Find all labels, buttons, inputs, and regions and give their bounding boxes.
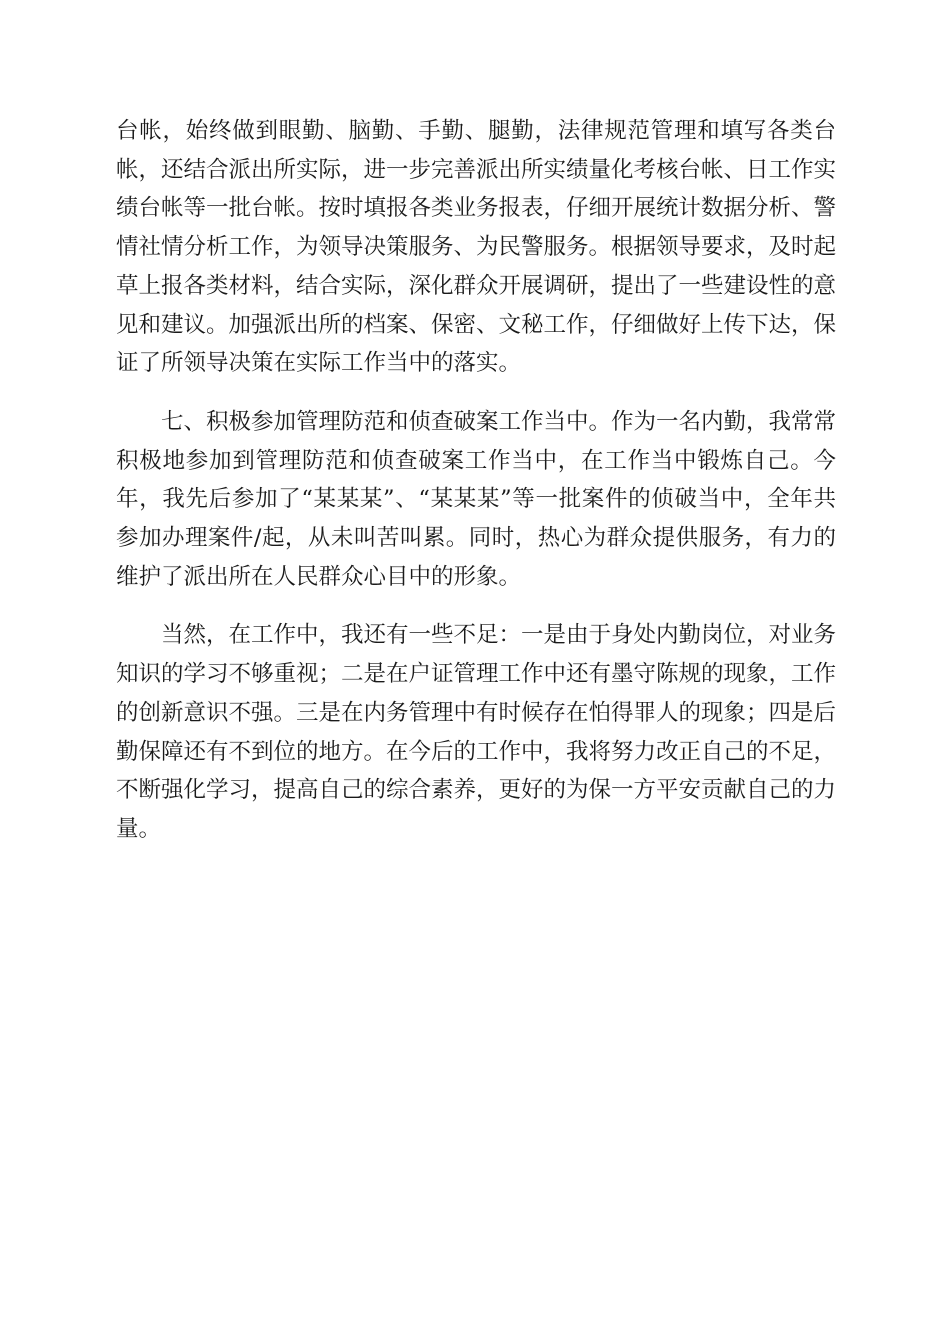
paragraph-shortcomings: 当然，在工作中，我还有一些不足：一是由于身处内勤岗位，对业务知识的学习不够重视；二是在户证管理工作中还有墨守陈规的现象，工作的创新意识不强。三是在内务管理中有时候存在怕得罪人的现象；四是后勤保障还有不到位的地方。在今后的工作中，我将努力改正自己的不足，不断强化学习，提高自己的综合素养，更好的为保一方平安贡献自己的力量。 [116,622,837,842]
paragraph-ledger-work: 台帐，始终做到眼勤、脑勤、手勤、腿勤，法律规范管理和填写各类台帐，还结合派出所实际，进一步完善派出所实绩量化考核台帐、日工作实绩台帐等一批台帐。按时填报各类业务报表，仔细开展统计数据分析、警情社情分析工作，为领导决策服务、为民警服务。根据领导要求，及时起草上报各类材料，结合实际，深化群众开展调研，提出了一些建设性的意见和建议。加强派出所的档案、保密、文秘工作，仔细做好上传下达，保证了所领导决策在实际工作当中的落实。 [116,118,837,377]
document-body [116,112,836,869]
paragraph-section-seven: 七、积极参加管理防范和侦查破案工作当中。作为一名内勤，我常常积极地参加到管理防范和侦查破案工作当中，在工作当中锻炼自己。今年，我先后参加了“某某某”、“某某某”等一批案件的侦破当中，全年共参加办理案件/起，从未叫苦叫累。同时，热心为群众提供服务，有力的维护了派出所在人民群众心目中的形象。 [116,408,837,590]
